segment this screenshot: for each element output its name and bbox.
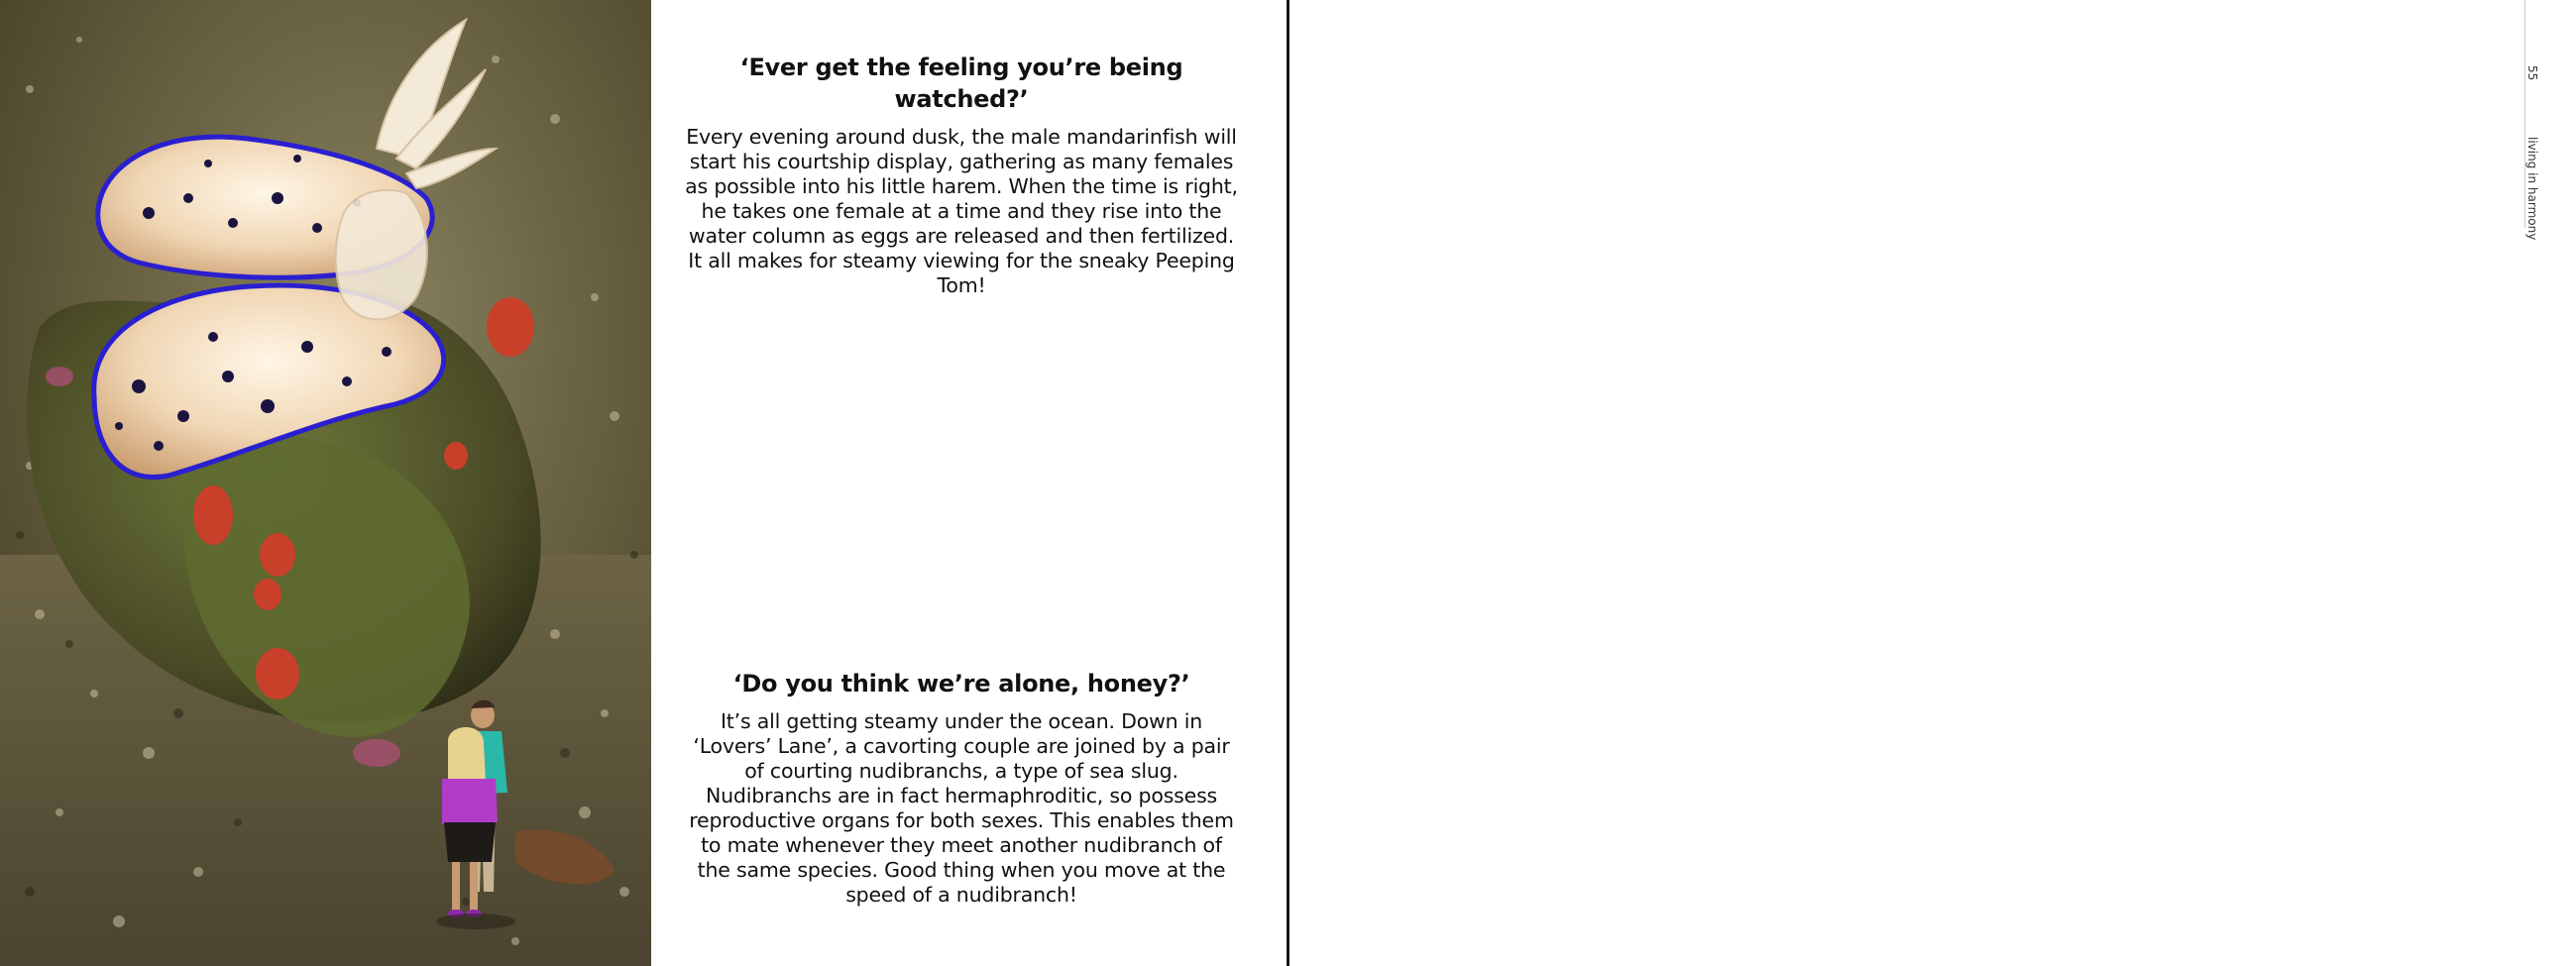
caption-headline: ‘Ever get the feeling you’re being watched?’ (739, 54, 1183, 113)
running-title: living in harmony (2525, 137, 2539, 241)
book-spine (1287, 0, 1289, 966)
page-number: 55 (2525, 65, 2539, 81)
nudibranch-photo (0, 0, 651, 966)
caption-block-watched (684, 52, 1239, 298)
caption-body: Every evening around dusk, the male mandarinfish will start his courtship display, gathering as many females as possible into his little harem. When the time is right, he takes one female at a time and they rise into the water column as eggs are released and then fertilized. It all makes for steamy viewing for the sneaky Peeping Tom! (685, 125, 1238, 297)
caption-block-alone (684, 668, 1239, 908)
caption-body: It’s all getting steamy under the ocean. Down in ‘Lovers’ Lane’, a cavorting couple are joined by a pair of courting nudibranchs, a type of sea slug. Nudibranchs are in fact hermaphroditic, so possess reproductive organs for both sexes. This enables them to mate whenever they meet another nudibranch of the same species. Good thing when you move at the speed of a nudibranch! (689, 709, 1234, 907)
caption-headline: ‘Do you think we’re alone, honey?’ (732, 670, 1190, 698)
